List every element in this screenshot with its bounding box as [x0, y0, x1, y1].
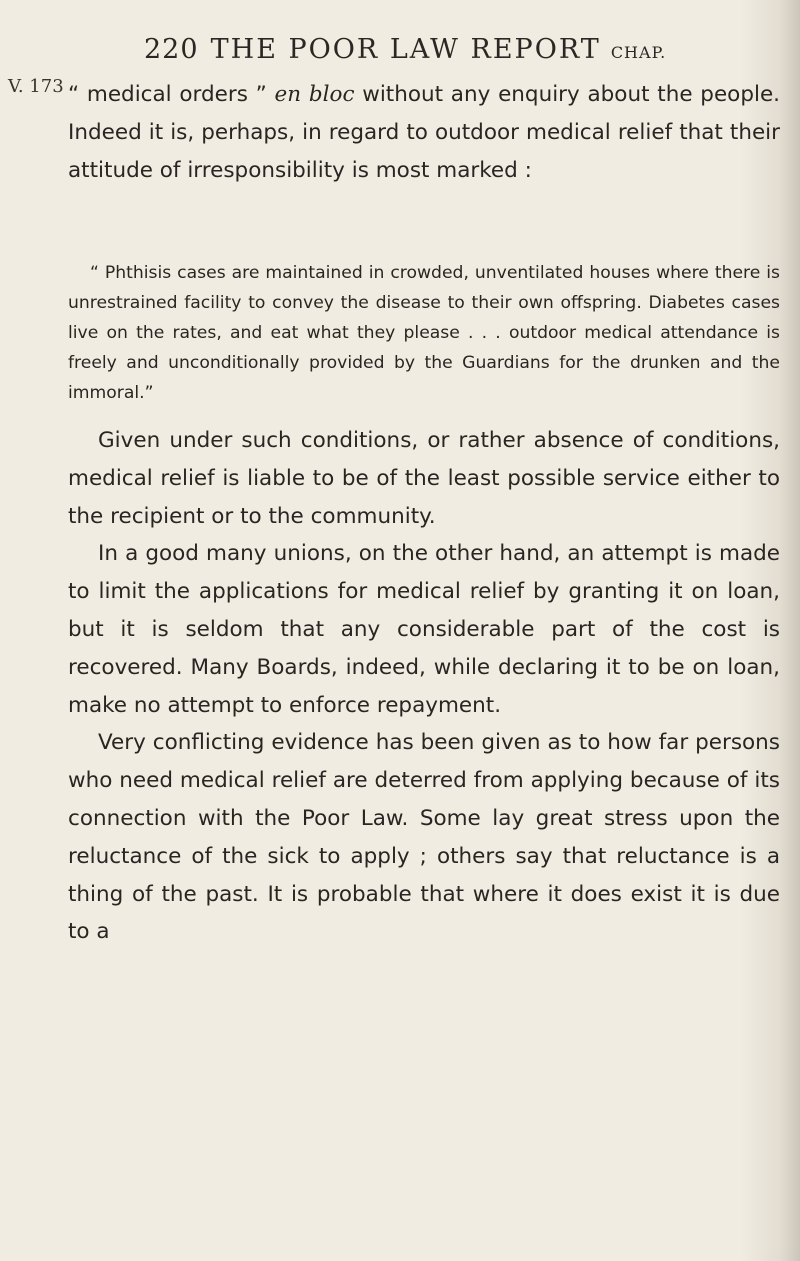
paragraph-4: Very conflicting evidence has been given as to how far persons who need medical relief are deterred from applying because of its connection with the Poor Law. Some lay great stress upon the reluctance of the sick to apply ; others say that reluctance is a thing of the past. It is probable that where it does exist it is due to a: [68, 730, 780, 945]
paragraph-continuation: [68, 76, 780, 189]
paragraph-1: [68, 76, 780, 189]
chapter-label: CHAP.: [610, 43, 667, 62]
italic-phrase: en bloc: [274, 82, 355, 107]
main-text: [68, 422, 780, 951]
paragraph-1-end: without any enquiry about the people. Indeed it is, perhaps, in regard to outdoor medical relief that their attitude of irresponsibility is most marked :: [68, 82, 781, 183]
block-quote: “ Phthisis cases are maintained in crowded, unventilated houses where there is unrestrained facility to convey the disease to their own offspring. Diabetes cases live on the rates, and eat what they please . . . outdoor medical attendance is freely and unconditionally provided by the Guardians for the drunken and the immoral.”: [68, 263, 780, 403]
running-title: THE POOR LAW REPORT: [210, 34, 601, 65]
paragraph-2: Given under such conditions, or rather absence of conditions, medical relief is liable to be of the least possible service either to the recipient or to the community.: [68, 428, 780, 529]
paragraph-3: In a good many unions, on the other hand, an attempt is made to limit the applications for medical relief by granting it on loan, but it is seldom that any considerable part of the cost is recovered. Many Boards, indeed, while declaring it to be on loan, make no attempt to enforce repayment.: [68, 541, 780, 718]
page-number: 220: [144, 34, 199, 65]
block-quote-container: [68, 258, 780, 408]
margin-reference: V. 173: [8, 76, 64, 97]
running-head: [144, 34, 784, 65]
paragraph-1-start: “ medical orders ”: [68, 82, 275, 107]
